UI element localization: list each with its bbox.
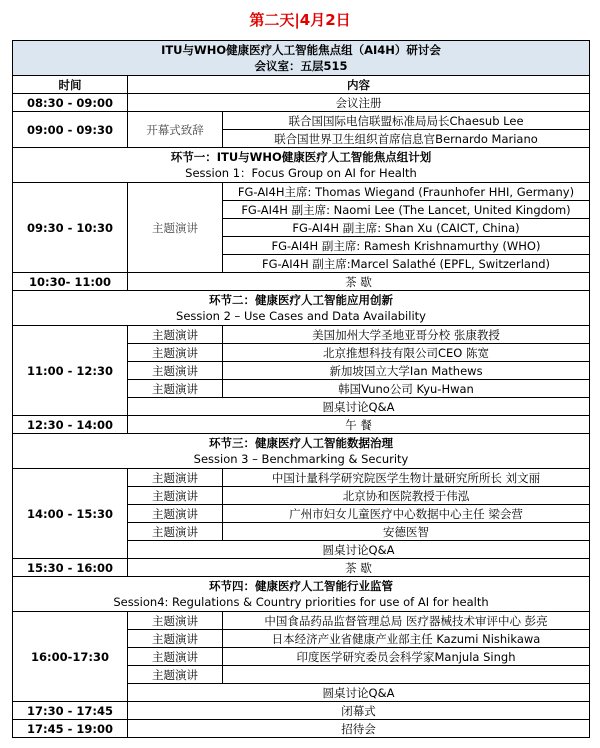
time-cell: 10:30- 11:00 xyxy=(13,273,128,291)
agenda-row xyxy=(13,702,590,720)
type-cell: 主题演讲 xyxy=(128,612,223,630)
time-column-header: 时间 xyxy=(13,76,128,94)
discussion-cell: 圆桌讨论Q&A xyxy=(128,541,590,559)
type-cell: 主题演讲 xyxy=(128,469,223,487)
talk-cell: 联合国国际电信联盟标准局局长Chaesub Lee xyxy=(223,112,590,130)
column-header-row xyxy=(13,76,590,94)
type-cell: 主题演讲 xyxy=(128,523,223,541)
talk-cell xyxy=(223,666,590,684)
content-cell: 闭幕式 xyxy=(128,702,590,720)
time-cell: 09:30 - 10:30 xyxy=(13,183,128,273)
agenda-row xyxy=(13,94,590,112)
time-cell: 08:30 - 09:00 xyxy=(13,94,128,112)
talk-cell: 安德医智 xyxy=(223,523,590,541)
time-cell: 14:00 - 15:30 xyxy=(13,469,128,559)
agenda-row xyxy=(13,559,590,577)
talk-cell: 中国计量科学研究院医学生物计量研究所所长 刘文丽 xyxy=(223,469,590,487)
content-cell: 午 餐 xyxy=(128,416,590,434)
content-cell: 茶 歇 xyxy=(128,559,590,577)
talk-cell: FG-AI4H主席: Thomas Wiegand (Fraunhofer HHI, Germany) xyxy=(223,183,590,201)
content-cell: 招待会 xyxy=(128,720,590,738)
talk-cell: 中国食品药品监督管理总局 医疗器械技术审评中心 彭亮 xyxy=(223,612,590,630)
session-title-cn: 环节二：健康医疗人工智能应用创新 xyxy=(209,293,393,307)
type-cell: 主题演讲 xyxy=(128,326,223,344)
session-row xyxy=(13,577,590,612)
day-title: 第二天|4月2日 xyxy=(249,11,351,29)
session-title-cn: 环节一：ITU与WHO健康医疗人工智能焦点组计划 xyxy=(170,150,432,164)
session-title-cn: 环节四：健康医疗人工智能行业监管 xyxy=(209,579,393,593)
agenda-row xyxy=(13,273,590,291)
talk-cell: FG-AI4H 副主席: Ramesh Krishnamurthy (WHO) xyxy=(223,237,590,255)
type-cell: 主题演讲 xyxy=(128,666,223,684)
time-cell: 15:30 - 16:00 xyxy=(13,559,128,577)
type-cell: 主题演讲 xyxy=(128,362,223,380)
agenda-row xyxy=(13,416,590,434)
discussion-cell: 圆桌讨论Q&A xyxy=(128,684,590,702)
agenda-row xyxy=(13,720,590,738)
time-cell: 12:30 - 14:00 xyxy=(13,416,128,434)
type-cell: 主题演讲 xyxy=(128,630,223,648)
agenda-table xyxy=(12,40,590,738)
content-column-header: 内容 xyxy=(128,76,590,94)
session-row xyxy=(13,434,590,469)
talk-cell: 北京协和医院教授于伟泓 xyxy=(223,487,590,505)
discussion-cell: 圆桌讨论Q&A xyxy=(128,398,590,416)
session-title-en: Session 1：Focus Group on AI for Health xyxy=(185,166,417,180)
type-cell: 主题演讲 xyxy=(128,183,223,273)
room-label: 会议室：五层515 xyxy=(254,59,348,73)
time-cell: 16:00-17:30 xyxy=(13,612,128,702)
session-title-en: Session4: Regulations & Country priorities for use of AI for health xyxy=(113,595,489,609)
workshop-title: ITU与WHO健康医疗人工智能焦点组（AI4H）研讨会 xyxy=(161,43,441,57)
session-title-en: Session 2 – Use Cases and Data Availability xyxy=(176,309,426,323)
header-row xyxy=(13,41,590,76)
talk-cell: 北京推想科技有限公司CEO 陈宽 xyxy=(223,344,590,362)
session-cell xyxy=(13,291,590,326)
type-cell: 主题演讲 xyxy=(128,505,223,523)
talk-cell: 新加坡国立大学Ian Mathews xyxy=(223,362,590,380)
talk-cell: 广州市妇女儿童医疗中心数据中心主任 梁会营 xyxy=(223,505,590,523)
talk-cell: FG-AI4H 副主席: Shan Xu (CAICT, China) xyxy=(223,219,590,237)
content-cell: 茶 歇 xyxy=(128,273,590,291)
session-title-en: Session 3 – Benchmarking & Security xyxy=(193,452,409,466)
session-cell xyxy=(13,148,590,183)
session-cell xyxy=(13,577,590,612)
talk-cell: 美国加州大学圣地亚哥分校 张康教授 xyxy=(223,326,590,344)
type-cell: 主题演讲 xyxy=(128,380,223,398)
talk-cell: 日本经济产业省健康产业部主任 Kazumi Nishikawa xyxy=(223,630,590,648)
time-cell: 09:00 - 09:30 xyxy=(13,112,128,148)
type-cell: 主题演讲 xyxy=(128,344,223,362)
talk-row xyxy=(13,612,590,630)
time-cell: 11:00 - 12:30 xyxy=(13,326,128,416)
talk-row xyxy=(13,326,590,344)
talk-cell: 联合国世界卫生组织首席信息官Bernardo Mariano xyxy=(223,130,590,148)
session-row xyxy=(13,291,590,326)
session-cell xyxy=(13,434,590,469)
type-cell: 开幕式致辞 xyxy=(128,112,223,148)
talk-row xyxy=(13,112,590,130)
content-cell: 会议注册 xyxy=(128,94,590,112)
talk-cell: 印度医学研究委员会科学家Manjula Singh xyxy=(223,648,590,666)
talk-cell: FG-AI4H 副主席:Marcel Salathé (EPFL, Switzerland) xyxy=(223,255,590,273)
type-cell: 主题演讲 xyxy=(128,487,223,505)
session-row xyxy=(13,148,590,183)
talk-cell: FG-AI4H 副主席: Naomi Lee (The Lancet, United Kingdom) xyxy=(223,201,590,219)
talk-row xyxy=(13,469,590,487)
talk-cell: 韩国Vuno公司 Kyu-Hwan xyxy=(223,380,590,398)
talk-row xyxy=(13,183,590,201)
session-title-cn: 环节三：健康医疗人工智能数据治理 xyxy=(209,436,393,450)
time-cell: 17:30 - 17:45 xyxy=(13,702,128,720)
type-cell: 主题演讲 xyxy=(128,648,223,666)
time-cell: 17:45 - 19:00 xyxy=(13,720,128,738)
